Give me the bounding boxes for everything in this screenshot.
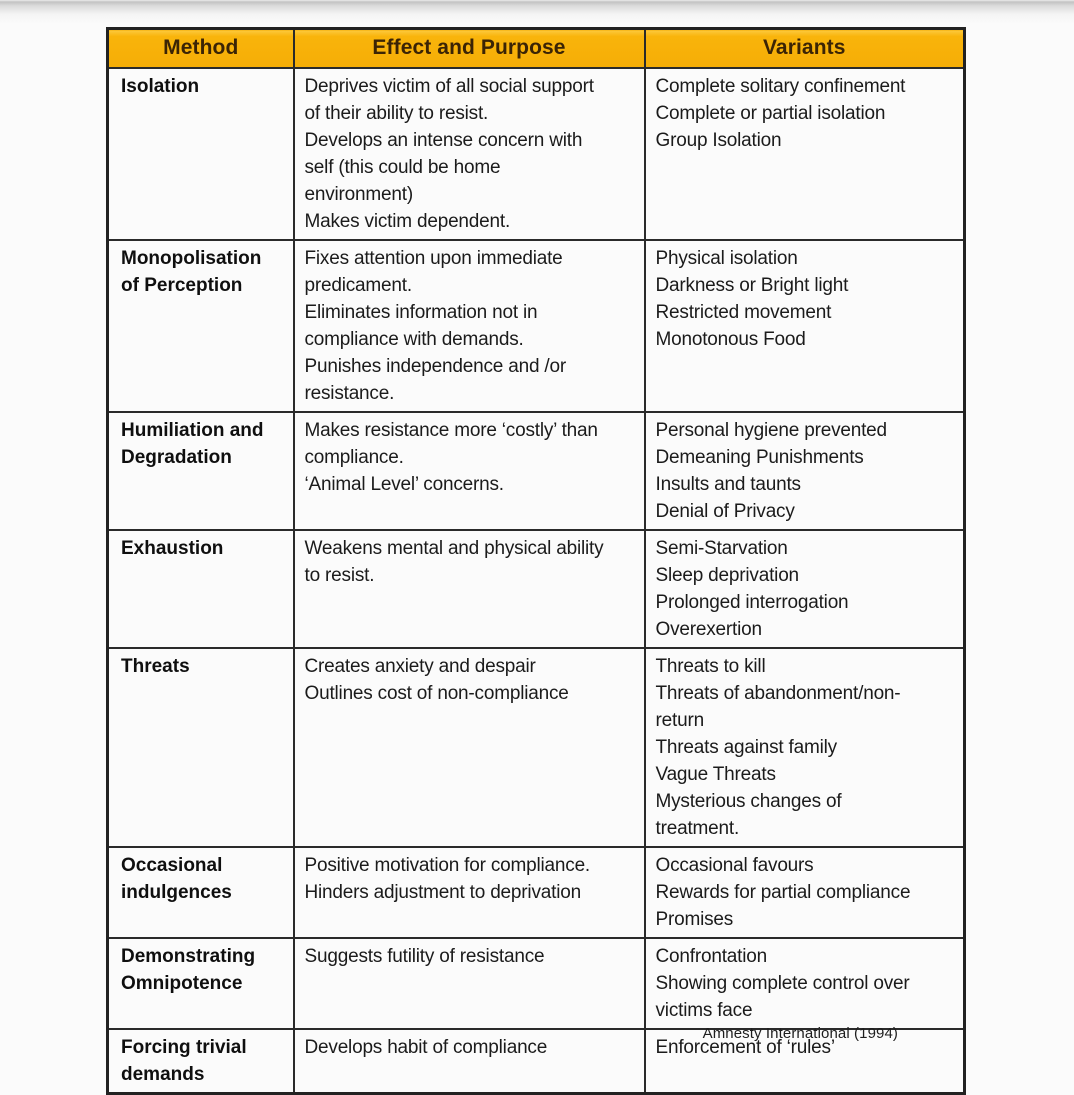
effect-line: environment) — [304, 184, 413, 205]
variants-cell — [645, 938, 965, 1029]
table-row — [108, 530, 965, 648]
effect-line: Creates anxiety and despair — [304, 656, 536, 677]
variant-line: Complete or partial isolation — [655, 103, 886, 124]
variant-line: Overexertion — [655, 619, 762, 640]
method-cell: Occasional indulgences — [108, 847, 294, 938]
variant-line: Threats to kill — [655, 656, 766, 677]
method-cell: Exhaustion — [108, 530, 294, 648]
variant-line: return — [655, 710, 704, 731]
header-row — [108, 29, 965, 69]
variant-line: Occasional favours — [655, 855, 814, 876]
effect-line: Suggests futility of resistance — [304, 946, 545, 967]
variants-cell — [645, 412, 965, 530]
effect-line: Eliminates information not in — [304, 302, 538, 323]
variant-line: Monotonous Food — [655, 329, 806, 350]
table-row — [108, 648, 965, 847]
effect-line: compliance with demands. — [304, 329, 524, 350]
variant-line: Vague Threats — [655, 764, 776, 785]
table-row — [108, 847, 965, 938]
variant-line: Darkness or Bright light — [655, 275, 849, 296]
effect-line: Develops habit of compliance — [304, 1037, 548, 1058]
variant-line: Complete solitary confinement — [655, 76, 906, 97]
variant-line: Prolonged interrogation — [655, 592, 849, 613]
effect-line: self (this could be home — [304, 157, 501, 178]
effect-line: Deprives victim of all social support — [304, 76, 594, 97]
effect-line: ‘Animal Level’ concerns. — [304, 474, 504, 495]
variants-cell — [645, 847, 965, 938]
method-cell: Demonstrating Omnipotence — [108, 938, 294, 1029]
effect-line: Weakens mental and physical ability — [304, 538, 604, 559]
variant-line: Enforcement of ‘rules’ — [655, 1037, 835, 1058]
effect-line: predicament. — [304, 275, 412, 296]
method-cell: Monopolisation of Perception — [108, 240, 294, 412]
table-row — [108, 68, 965, 240]
method-cell: Forcing trivial demands — [108, 1029, 294, 1094]
effect-line: Fixes attention upon immediate — [304, 248, 563, 269]
variant-line: Insults and taunts — [655, 474, 801, 495]
variant-line: treatment. — [655, 818, 740, 839]
effect-cell — [294, 530, 645, 648]
effect-line: compliance. — [304, 447, 404, 468]
header-variants: Variants — [645, 29, 965, 69]
table-row — [108, 938, 965, 1029]
variant-line: victims face — [655, 1000, 753, 1021]
effect-cell — [294, 938, 645, 1029]
source-caption: Amnesty International (1994) — [702, 1025, 898, 1042]
effect-line: resistance. — [304, 383, 395, 404]
variant-line: Group Isolation — [655, 130, 782, 151]
effect-cell — [294, 648, 645, 847]
effect-line: Hinders adjustment to deprivation — [304, 882, 581, 903]
variants-cell — [645, 530, 965, 648]
effect-line: Outlines cost of non-compliance — [304, 683, 569, 704]
effect-line: Develops an intense concern with — [304, 130, 583, 151]
variants-cell — [645, 240, 965, 412]
coercion-methods-table — [106, 27, 966, 1095]
method-cell: Threats — [108, 648, 294, 847]
effect-cell — [294, 412, 645, 530]
variant-line: Personal hygiene prevented — [655, 420, 887, 441]
effect-line: Makes victim dependent. — [304, 211, 511, 232]
effect-line: of their ability to resist. — [304, 103, 489, 124]
variant-line: Denial of Privacy — [655, 501, 795, 522]
effect-line: Makes resistance more ‘costly’ than — [304, 420, 598, 441]
variant-line: Threats of abandonment/non- — [655, 683, 901, 704]
effect-line: Positive motivation for compliance. — [304, 855, 591, 876]
variant-line: Threats against family — [655, 737, 837, 758]
header-method: Method — [108, 29, 294, 69]
variant-line: Semi-Starvation — [655, 538, 788, 559]
variant-line: Promises — [655, 909, 734, 930]
variant-line: Confrontation — [655, 946, 767, 967]
table-row — [108, 412, 965, 530]
variant-line: Rewards for partial compliance — [655, 882, 911, 903]
header-effect-and-purpose: Effect and Purpose — [294, 29, 645, 69]
variant-line: Demeaning Punishments — [655, 447, 864, 468]
variant-line: Sleep deprivation — [655, 565, 799, 586]
table-row — [108, 240, 965, 412]
method-cell: Isolation — [108, 68, 294, 240]
method-cell: Humiliation and Degradation — [108, 412, 294, 530]
variant-line: Physical isolation — [655, 248, 798, 269]
effect-cell — [294, 847, 645, 938]
effect-line: to resist. — [304, 565, 375, 586]
effect-cell — [294, 240, 645, 412]
variant-line: Showing complete control over — [655, 973, 910, 994]
variant-line: Restricted movement — [655, 302, 832, 323]
effect-cell — [294, 68, 645, 240]
variants-cell — [645, 648, 965, 847]
variants-cell — [645, 68, 965, 240]
variant-line: Mysterious changes of — [655, 791, 842, 812]
effect-line: Punishes independence and /or — [304, 356, 566, 377]
page-top-shadow — [0, 0, 1074, 24]
